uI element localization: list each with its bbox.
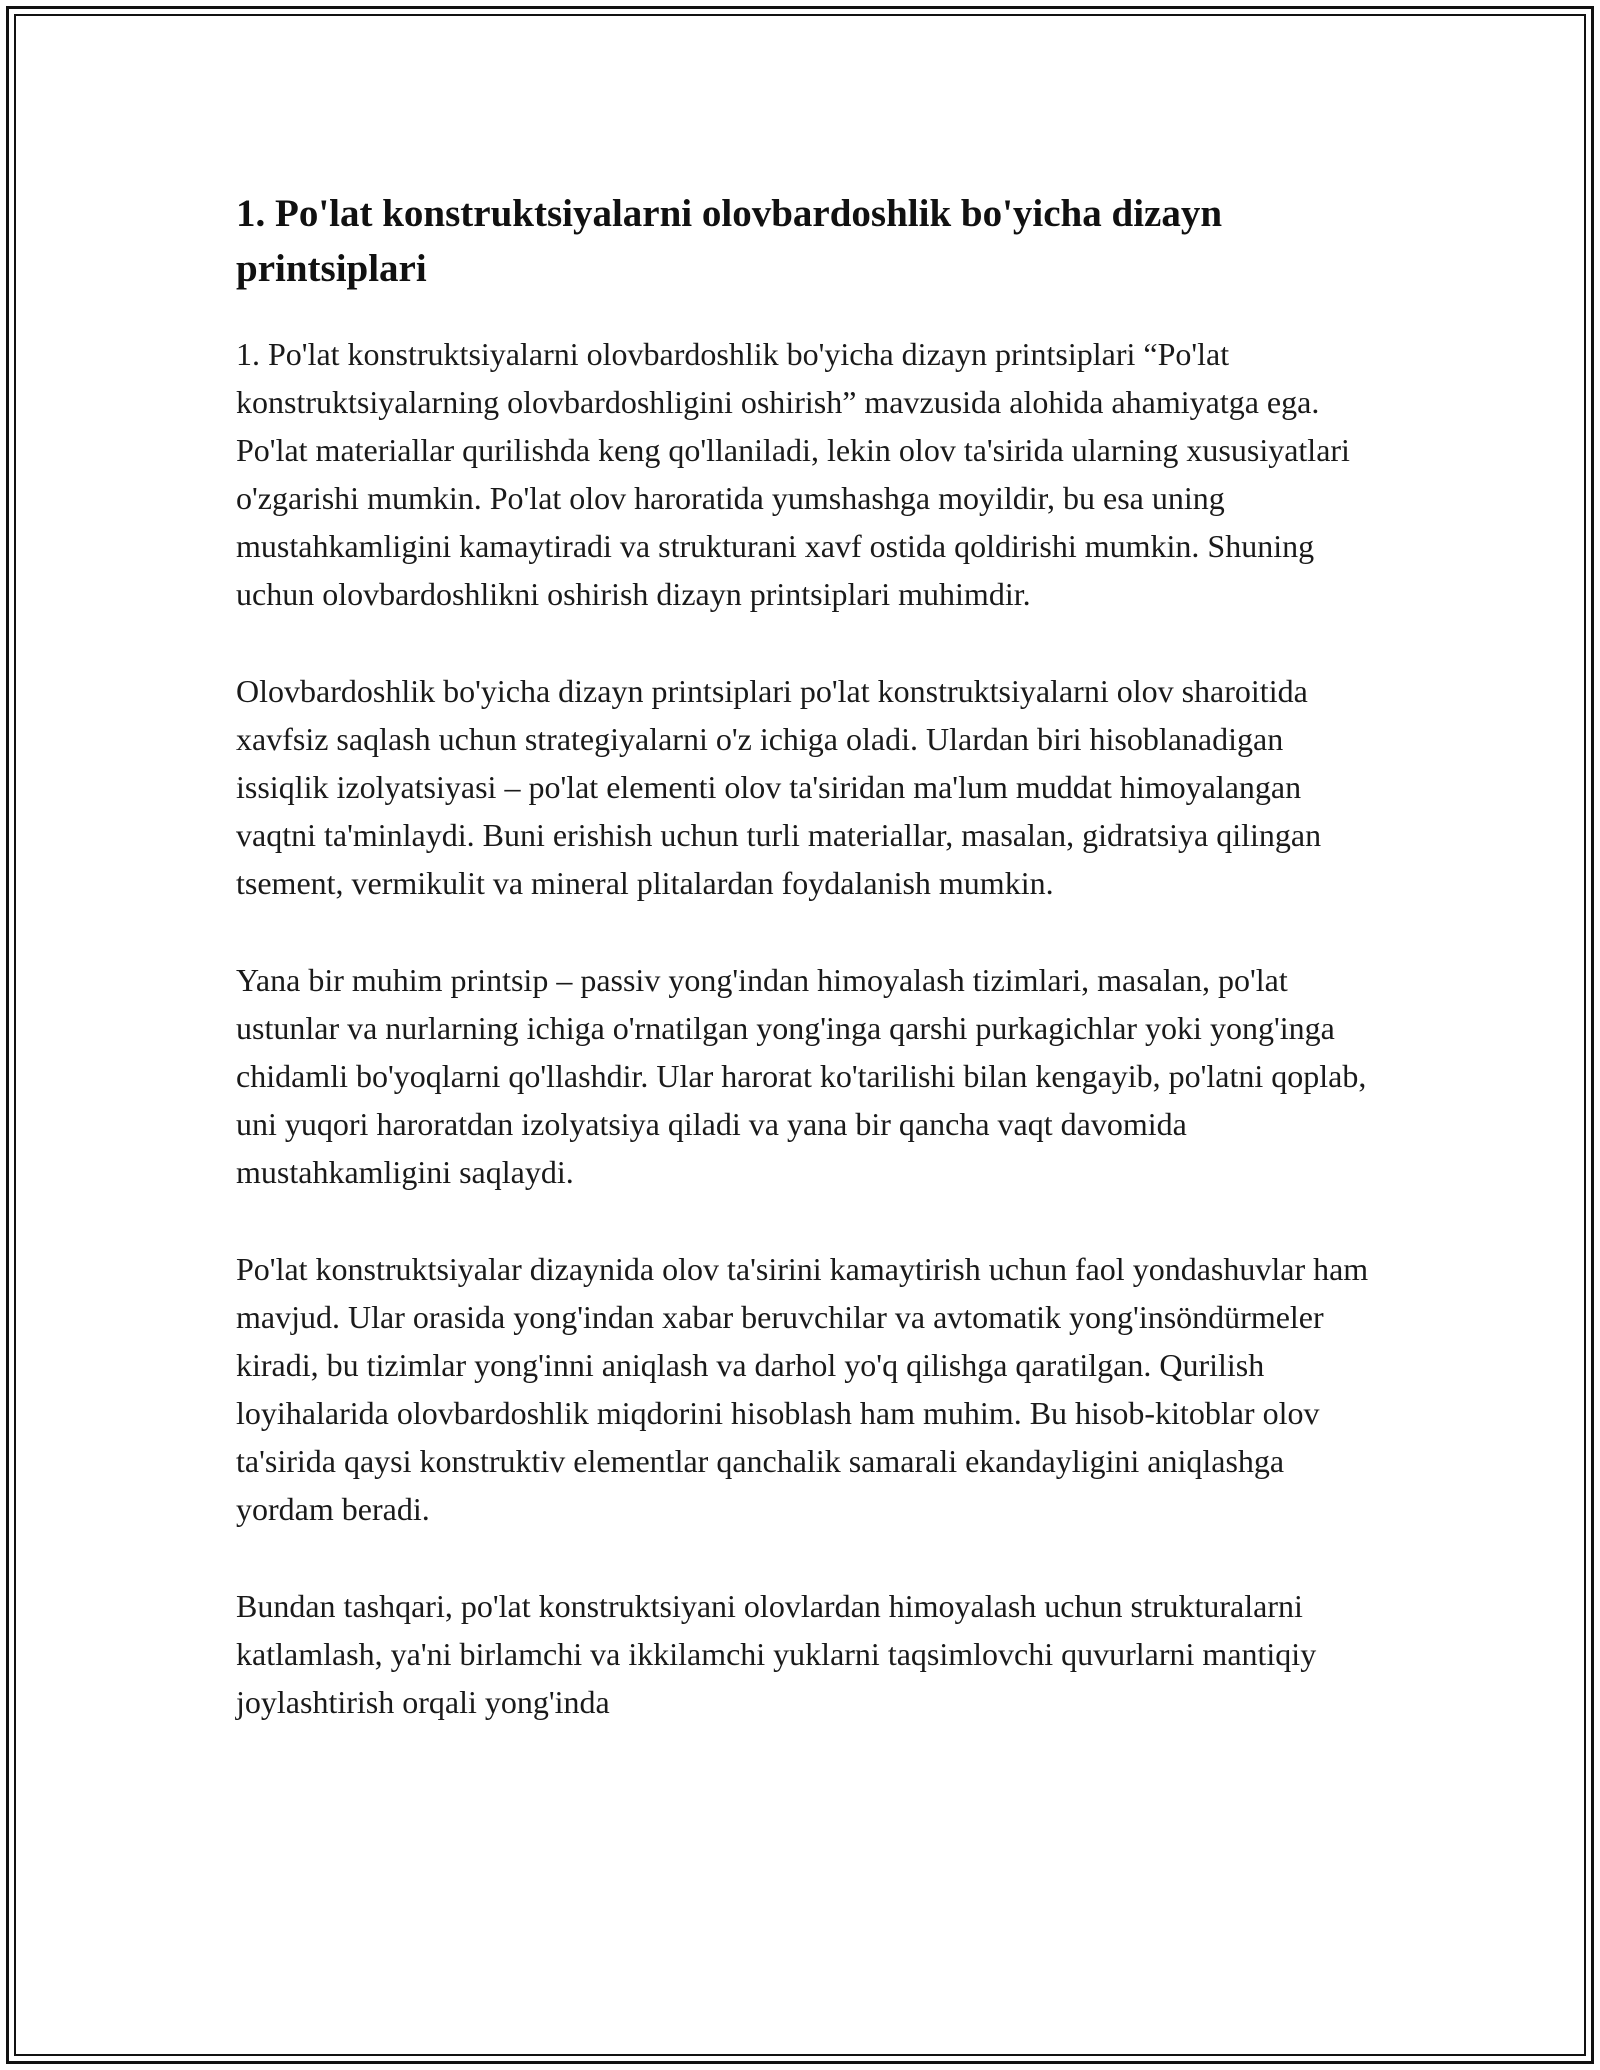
paragraph-5: Bundan tashqari, po'lat konstruktsiyani olovlardan himoyalash uchun strukturalarni katlamlash, ya'ni birlamchi va ikkilamchi yuklarni taqsimlovchi quvurlarni mantiqiy joylashtirish orqali yong'inda [236, 1588, 1317, 1720]
paragraph-2: Olovbardoshlik bo'yicha dizayn printsiplari po'lat konstruktsiyalarni olov sharoitida xavfsiz saqlash uchun strategiyalarni o'z ichiga oladi. Ulardan biri hisoblanadigan issiqlik izolyatsiyasi – po'lat elementi olov ta'siridan ma'lum muddat himoyalangan vaqtni ta'minlaydi. Buni erishish uchun turli materiallar, masalan, gidratsiya qilingan tsement, vermikulit va mineral plitalardan foydalanish mumkin. [236, 673, 1322, 901]
document-title: 1. Po'lat konstruktsiyalarni olovbardoshlik bo'yicha dizayn printsiplari [236, 192, 1223, 290]
document-body [236, 186, 1376, 1775]
paragraph-1: 1. Po'lat konstruktsiyalarni olovbardoshlik bo'yicha dizayn printsiplari “Po'lat konstruktsiyalarning olovbardoshligini oshirish” mavzusida alohida ahamiyatga ega. Po'lat materiallar qurilishda keng qo'llaniladi, lekin olov ta'sirida ularning xususiyatlari o'zgarishi mumkin. Po'lat olov haroratida yumshashga moyildir, bu esa uning mustahkamligini kamaytiradi va strukturani xavf ostida qoldirishi mumkin. Shuning uchun olovbardoshlikni oshirish dizayn printsiplari muhimdir. [236, 336, 1350, 612]
paragraph-4: Po'lat konstruktsiyalar dizaynida olov ta'sirini kamaytirish uchun faol yondashuvlar ham mavjud. Ular orasida yong'indan xabar beruvchilar va avtomatik yong'insöndürmeler kiradi, bu tizimlar yong'inni aniqlash va darhol yo'q qilishga qaratilgan. Qurilish loyihalarida olovbardoshlik miqdorini hisoblash ham muhim. Bu hisob-kitoblar olov ta'sirida qaysi konstruktiv elementlar qanchalik samarali ekandayligini aniqlashga yordam beradi. [236, 1251, 1369, 1527]
paragraph-3: Yana bir muhim printsip – passiv yong'indan himoyalash tizimlari, masalan, po'lat ustunlar va nurlarning ichiga o'rnatilgan yong'inga qarshi purkagichlar yoki yong'inga chidamli bo'yoqlarni qo'llashdir. Ular harorat ko'tarilishi bilan kengayib, po'latni qoplab, uni yuqori haroratdan izolyatsiya qiladi va yana bir qancha vaqt davomida mustahkamligini saqlaydi. [236, 962, 1367, 1190]
